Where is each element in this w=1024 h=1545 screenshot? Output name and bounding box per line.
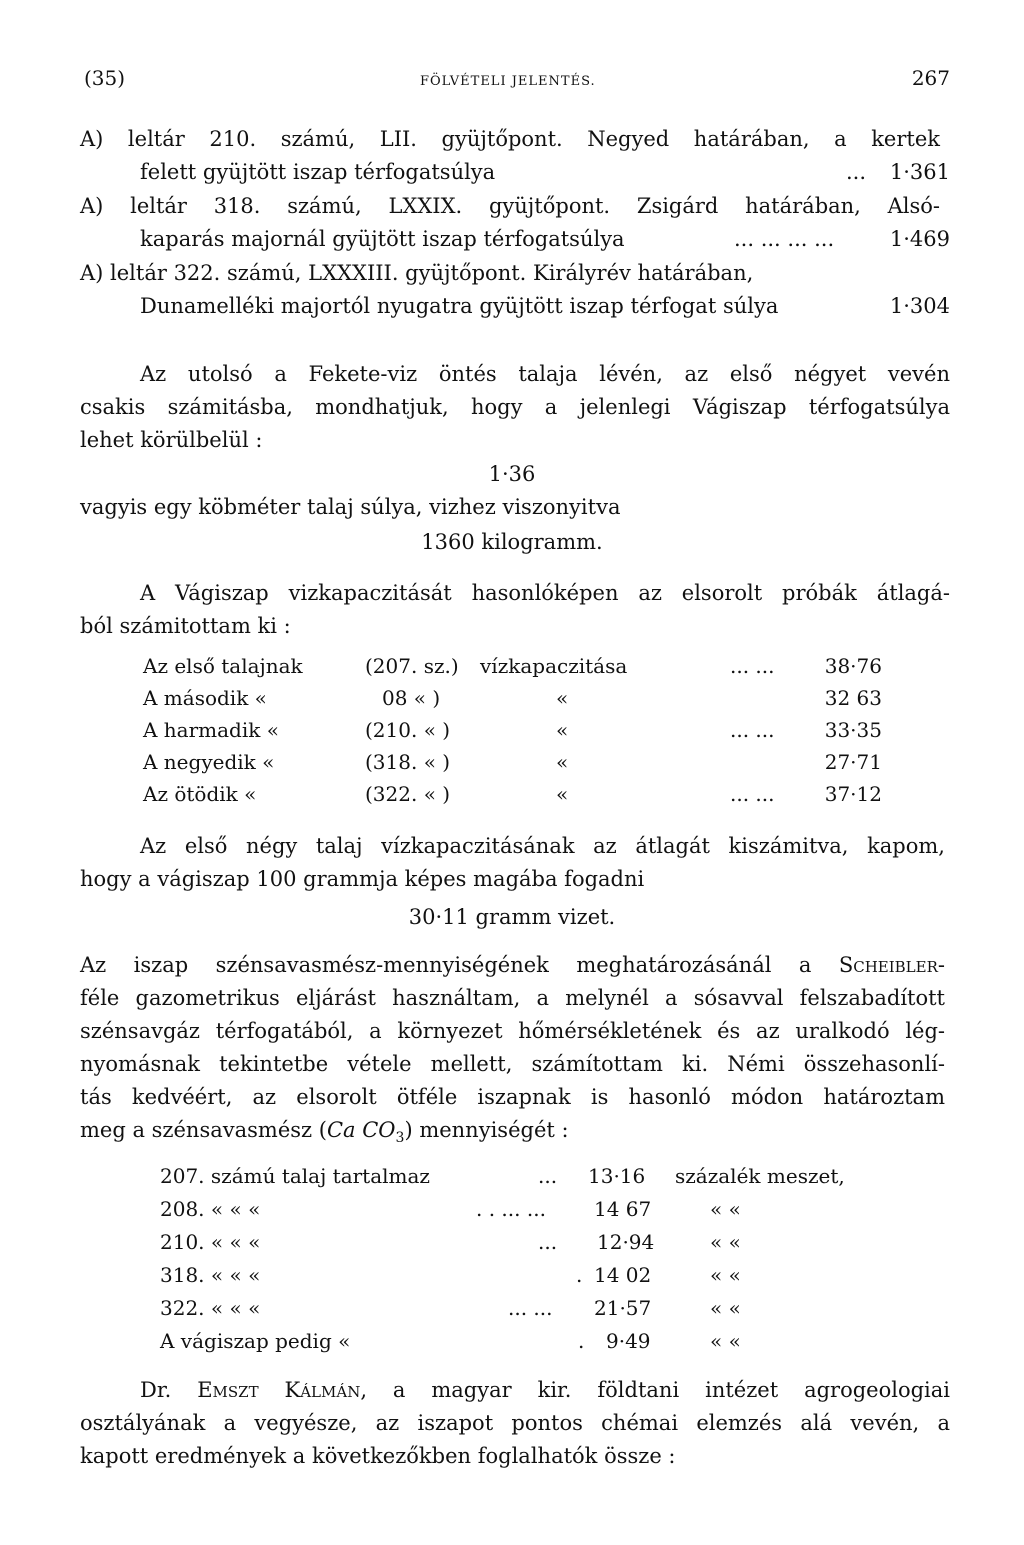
capacity-row-4-ref: (318. « ) [365, 750, 451, 774]
capacity-row-3-ref: (210. « ) [365, 718, 451, 742]
lime-row-3-leader: ... [538, 1230, 558, 1254]
para5-line-3: kapott eredmények a következőkben foglalhatók össze : [80, 1444, 676, 1468]
lime-row-2-unit: « « [710, 1197, 741, 1221]
para2-line-1: A Vágiszap vizkapaczitását hasonlóképen az elsorolt próbák átlagá- [140, 581, 950, 605]
lime-row-4-label: 318. « « « [160, 1263, 261, 1287]
entry-2-leader: ... ... ... ... [734, 227, 835, 251]
lime-row-3-label: 210. « « « [160, 1230, 261, 1254]
para4-line-1: Az iszap szénsavasmész-mennyiségének meghatározásánál a Scheibler- [80, 953, 945, 977]
entry-3-line-2: Dunamelléki majortól nyugatra gyüjtött iszap térfogat súlya [140, 294, 779, 318]
capacity-row-5-value: 37·12 [824, 782, 882, 806]
entry-3-line-1: A) leltár 322. számú, LXXXIII. gyüjtőpont. Királyrév határában, [80, 261, 754, 285]
capacity-row-3-value: 33·35 [824, 718, 882, 742]
lime-row-6-value: 9·49 [606, 1329, 651, 1353]
capacity-row-1-ref: (207. sz.) [365, 654, 459, 678]
lime-row-6-unit: « « [710, 1329, 741, 1353]
para2-line-2: ból számitottam ki : [80, 614, 291, 638]
entry-1-line-2: felett gyüjtött iszap térfogatsúlya [140, 160, 496, 184]
capacity-row-1-leader: ... ... [730, 654, 775, 678]
para4-line-6: meg a szénsavasmész (Ca $CO_3$) mennyiségét : [80, 1118, 569, 1147]
lime-row-2-value: 14 67 [594, 1197, 652, 1221]
para4-line-3: szénsavgáz térfogatából, a környezet hőmérsékletének és az uralkodó lég- [80, 1019, 945, 1043]
page-section-number: (35) [84, 66, 126, 90]
lime-row-2-leader: . . ... ... [476, 1197, 546, 1221]
lime-row-1-leader: ... [538, 1164, 558, 1188]
lime-row-3-unit: « « [710, 1230, 741, 1254]
capacity-row-2-value: 32 63 [824, 686, 882, 710]
capacity-row-4-what: « [556, 750, 569, 774]
capacity-row-3-leader: ... ... [730, 718, 775, 742]
capacity-row-4-value: 27·71 [824, 750, 882, 774]
para5-line-1: Dr. Emszt Kálmán, a magyar kir. földtani intézet agrogeologiai [140, 1378, 950, 1402]
lime-row-6-label: A vágiszap pedig « [160, 1329, 351, 1353]
para1-line-3: lehet körülbelül : [80, 428, 263, 452]
lime-row-1-unit: százalék meszet, [675, 1164, 845, 1188]
capacity-row-3-what: « [556, 718, 569, 742]
entry-2-value: 1·469 [889, 227, 950, 251]
lime-row-4-value: 14 02 [594, 1263, 652, 1287]
lime-row-4-leader: . [576, 1263, 583, 1287]
capacity-row-2-what: « [556, 686, 569, 710]
line-vagyis: vagyis egy köbméter talaj súlya, vizhez viszonyitva [80, 495, 621, 519]
capacity-row-5-ref: (322. « ) [365, 782, 451, 806]
entry-1-line-1: A) leltár 210. számú, LII. gyüjtőpont. Negyed határában, a kertek [80, 127, 940, 151]
capacity-row-2-label: A második « [143, 686, 267, 710]
lime-row-6-leader: . [578, 1329, 585, 1353]
capacity-row-5-what: « [556, 782, 569, 806]
capacity-row-1-what: vízkapaczitása [480, 654, 628, 678]
para1-line-2: csakis számitásba, mondhatjuk, hogy a jelenlegi Vágiszap térfogatsúlya [80, 395, 950, 419]
capacity-row-5-label: Az ötödik « [143, 782, 257, 806]
para4-line-2: féle gazometrikus eljárást használtam, a melynél a sósavval felszabadított [80, 986, 945, 1010]
lime-row-5-value: 21·57 [594, 1296, 652, 1320]
entry-3-value: 1·304 [889, 294, 950, 318]
capacity-row-4-label: A negyedik « [143, 750, 275, 774]
entry-1-leader: ... [846, 160, 867, 184]
capacity-row-5-leader: ... ... [730, 782, 775, 806]
value-30-11: 30·11 gramm vizet. [408, 905, 616, 929]
para3-line-2: hogy a vágiszap 100 grammja képes magába fogadni [80, 867, 645, 891]
capacity-row-2-ref: 08 « ) [382, 686, 441, 710]
entry-2-line-1: A) leltár 318. számú, LXXIX. gyüjtőpont. Zsigárd határában, Alsó- [80, 194, 940, 218]
lime-row-2-label: 208. « « « [160, 1197, 261, 1221]
capacity-row-3-label: A harmadik « [143, 718, 279, 742]
para4-line-4: nyomásnak tekintetbe vétele mellett, számítottam ki. Némi összehasonlí- [80, 1052, 945, 1076]
lime-row-4-unit: « « [710, 1263, 741, 1287]
lime-row-5-leader: ... ... [508, 1296, 553, 1320]
value-1360: 1360 kilogramm. [421, 530, 603, 554]
para4-line-5: tás kedvéért, az elsorolt ötféle iszapnak is hasonló módon határoztam [80, 1085, 945, 1109]
lime-row-3-value: 12·94 [597, 1230, 655, 1254]
capacity-row-1-label: Az első talajnak [143, 654, 303, 678]
entry-1-value: 1·361 [889, 160, 950, 184]
capacity-row-1-value: 38·76 [824, 654, 882, 678]
lime-row-1-label: 207. számú talaj tartalmaz [160, 1164, 430, 1188]
lime-row-5-unit: « « [710, 1296, 741, 1320]
value-1-36: 1·36 [488, 462, 536, 486]
page-number: 267 [911, 66, 950, 90]
para1-line-1: Az utolsó a Fekete-viz öntés talaja lévén, az első négyet vevén [140, 362, 950, 386]
lime-row-5-label: 322. « « « [160, 1296, 261, 1320]
para5-line-2: osztályának a vegyésze, az iszapot pontos chémai elemzés alá vevén, a [80, 1411, 950, 1435]
entry-2-line-2: kaparás majornál gyüjtött iszap térfogatsúlya [140, 227, 625, 251]
lime-row-1-value: 13·16 [588, 1164, 646, 1188]
running-head: FÖLVÉTELI JELENTÉS. [420, 74, 596, 89]
para3-line-1: Az első négy talaj vízkapaczitásának az átlagát kiszámitva, kapom, [140, 834, 945, 858]
